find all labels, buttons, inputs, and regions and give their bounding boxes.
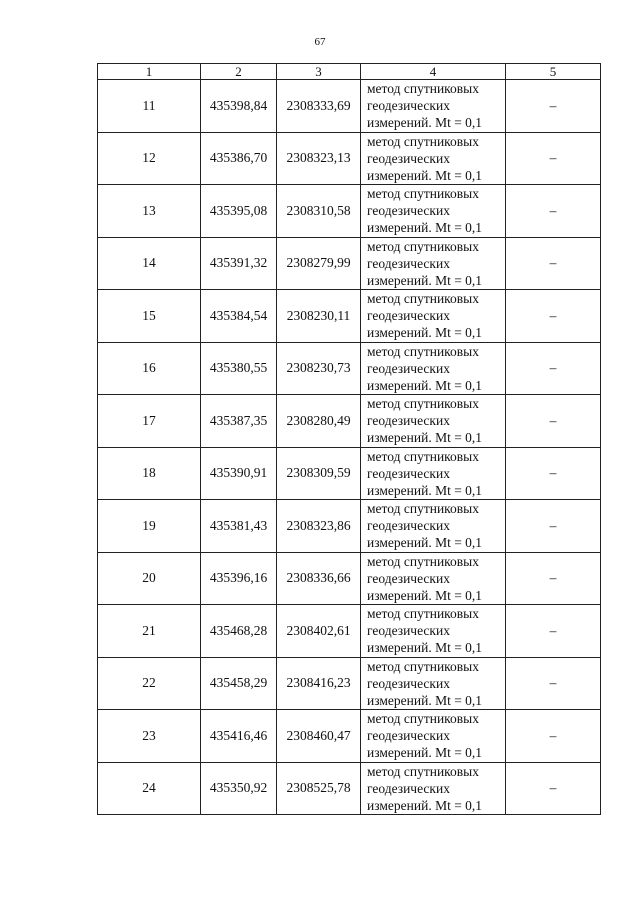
method-line: метод спутниковых [367, 186, 479, 202]
note-cell: – [506, 605, 601, 658]
table-header-row [98, 64, 601, 80]
point-number-cell: 16 [98, 342, 201, 395]
x-coordinate-cell: 435398,84 [201, 80, 277, 133]
method-line: измерений. Mt = 0,1 [367, 430, 483, 446]
y-coordinate-cell: 2308402,61 [277, 605, 361, 658]
method-cell [361, 500, 506, 553]
table-row [98, 132, 601, 185]
method-line: метод спутниковых [367, 396, 479, 412]
point-number-cell: 13 [98, 185, 201, 238]
x-coordinate-cell: 435395,08 [201, 185, 277, 238]
x-coordinate-cell: 435350,92 [201, 762, 277, 815]
method-line: метод спутниковых [367, 133, 479, 149]
table-row [98, 447, 601, 500]
method-line: измерений. Mt = 0,1 [367, 797, 483, 813]
method-cell [361, 395, 506, 448]
point-number-cell: 21 [98, 605, 201, 658]
method-line: метод спутниковых [367, 763, 479, 779]
method-line: геодезических [367, 360, 450, 376]
y-coordinate-cell: 2308280,49 [277, 395, 361, 448]
method-line: метод спутниковых [367, 81, 479, 97]
note-cell: – [506, 80, 601, 133]
header-cell-2: 2 [201, 64, 277, 80]
method-line: геодезических [367, 308, 450, 324]
method-line: геодезических [367, 203, 450, 219]
x-coordinate-cell: 435387,35 [201, 395, 277, 448]
method-line: измерений. Mt = 0,1 [367, 535, 483, 551]
method-line: геодезических [367, 675, 450, 691]
x-coordinate-cell: 435396,16 [201, 552, 277, 605]
method-line: измерений. Mt = 0,1 [367, 640, 483, 656]
y-coordinate-cell: 2308323,13 [277, 132, 361, 185]
method-line: измерений. Mt = 0,1 [367, 325, 483, 341]
method-cell [361, 762, 506, 815]
method-line: метод спутниковых [367, 553, 479, 569]
point-number-cell: 17 [98, 395, 201, 448]
method-line: геодезических [367, 623, 450, 639]
table-row [98, 500, 601, 553]
table-row [98, 395, 601, 448]
table-row [98, 342, 601, 395]
table-row [98, 657, 601, 710]
point-number-cell: 12 [98, 132, 201, 185]
point-number-cell: 20 [98, 552, 201, 605]
method-line: геодезических [367, 255, 450, 271]
table-row [98, 290, 601, 343]
method-line: измерений. Mt = 0,1 [367, 377, 483, 393]
method-line: измерений. Mt = 0,1 [367, 167, 483, 183]
method-line: метод спутниковых [367, 448, 479, 464]
method-line: измерений. Mt = 0,1 [367, 587, 483, 603]
method-line: измерений. Mt = 0,1 [367, 220, 483, 236]
method-line: метод спутниковых [367, 606, 479, 622]
point-number-cell: 24 [98, 762, 201, 815]
method-line: метод спутниковых [367, 658, 479, 674]
method-cell [361, 657, 506, 710]
point-number-cell: 22 [98, 657, 201, 710]
table-row [98, 552, 601, 605]
y-coordinate-cell: 2308323,86 [277, 500, 361, 553]
table-row [98, 710, 601, 763]
note-cell: – [506, 762, 601, 815]
table-row [98, 80, 601, 133]
method-line: измерений. Mt = 0,1 [367, 115, 483, 131]
coordinates-table-body [98, 64, 601, 815]
y-coordinate-cell: 2308279,99 [277, 237, 361, 290]
header-cell-5: 5 [506, 64, 601, 80]
note-cell: – [506, 500, 601, 553]
table-row [98, 185, 601, 238]
point-number-cell: 19 [98, 500, 201, 553]
y-coordinate-cell: 2308230,11 [277, 290, 361, 343]
method-cell [361, 552, 506, 605]
x-coordinate-cell: 435381,43 [201, 500, 277, 553]
x-coordinate-cell: 435458,29 [201, 657, 277, 710]
method-line: геодезических [367, 570, 450, 586]
point-number-cell: 15 [98, 290, 201, 343]
y-coordinate-cell: 2308525,78 [277, 762, 361, 815]
header-cell-4: 4 [361, 64, 506, 80]
x-coordinate-cell: 435391,32 [201, 237, 277, 290]
method-line: измерений. Mt = 0,1 [367, 692, 483, 708]
page-number: 67 [314, 36, 326, 48]
method-line: геодезических [367, 728, 450, 744]
y-coordinate-cell: 2308460,47 [277, 710, 361, 763]
method-line: метод спутниковых [367, 238, 479, 254]
table-row [98, 237, 601, 290]
note-cell: – [506, 710, 601, 763]
x-coordinate-cell: 435468,28 [201, 605, 277, 658]
x-coordinate-cell: 435390,91 [201, 447, 277, 500]
method-line: метод спутниковых [367, 343, 479, 359]
note-cell: – [506, 395, 601, 448]
y-coordinate-cell: 2308416,23 [277, 657, 361, 710]
y-coordinate-cell: 2308310,58 [277, 185, 361, 238]
method-line: метод спутниковых [367, 711, 479, 727]
y-coordinate-cell: 2308230,73 [277, 342, 361, 395]
note-cell: – [506, 290, 601, 343]
method-cell [361, 185, 506, 238]
x-coordinate-cell: 435386,70 [201, 132, 277, 185]
x-coordinate-cell: 435416,46 [201, 710, 277, 763]
method-cell [361, 290, 506, 343]
method-line: геодезических [367, 780, 450, 796]
x-coordinate-cell: 435380,55 [201, 342, 277, 395]
method-line: метод спутниковых [367, 501, 479, 517]
y-coordinate-cell: 2308333,69 [277, 80, 361, 133]
method-line: метод спутниковых [367, 291, 479, 307]
note-cell: – [506, 132, 601, 185]
y-coordinate-cell: 2308309,59 [277, 447, 361, 500]
note-cell: – [506, 342, 601, 395]
method-line: геодезических [367, 465, 450, 481]
method-line: измерений. Mt = 0,1 [367, 745, 483, 761]
method-cell [361, 605, 506, 658]
x-coordinate-cell: 435384,54 [201, 290, 277, 343]
method-cell [361, 710, 506, 763]
point-number-cell: 18 [98, 447, 201, 500]
method-line: геодезических [367, 518, 450, 534]
note-cell: – [506, 237, 601, 290]
point-number-cell: 14 [98, 237, 201, 290]
table-row [98, 762, 601, 815]
method-line: геодезических [367, 98, 450, 114]
method-line: измерений. Mt = 0,1 [367, 482, 483, 498]
method-line: геодезических [367, 150, 450, 166]
note-cell: – [506, 552, 601, 605]
method-line: измерений. Mt = 0,1 [367, 272, 483, 288]
coordinates-table [97, 63, 601, 815]
note-cell: – [506, 657, 601, 710]
method-cell [361, 80, 506, 133]
header-cell-1: 1 [98, 64, 201, 80]
method-cell [361, 447, 506, 500]
header-cell-3: 3 [277, 64, 361, 80]
y-coordinate-cell: 2308336,66 [277, 552, 361, 605]
method-cell [361, 237, 506, 290]
method-cell [361, 132, 506, 185]
note-cell: – [506, 447, 601, 500]
table-row [98, 605, 601, 658]
point-number-cell: 11 [98, 80, 201, 133]
point-number-cell: 23 [98, 710, 201, 763]
note-cell: – [506, 185, 601, 238]
method-line: геодезических [367, 413, 450, 429]
method-cell [361, 342, 506, 395]
